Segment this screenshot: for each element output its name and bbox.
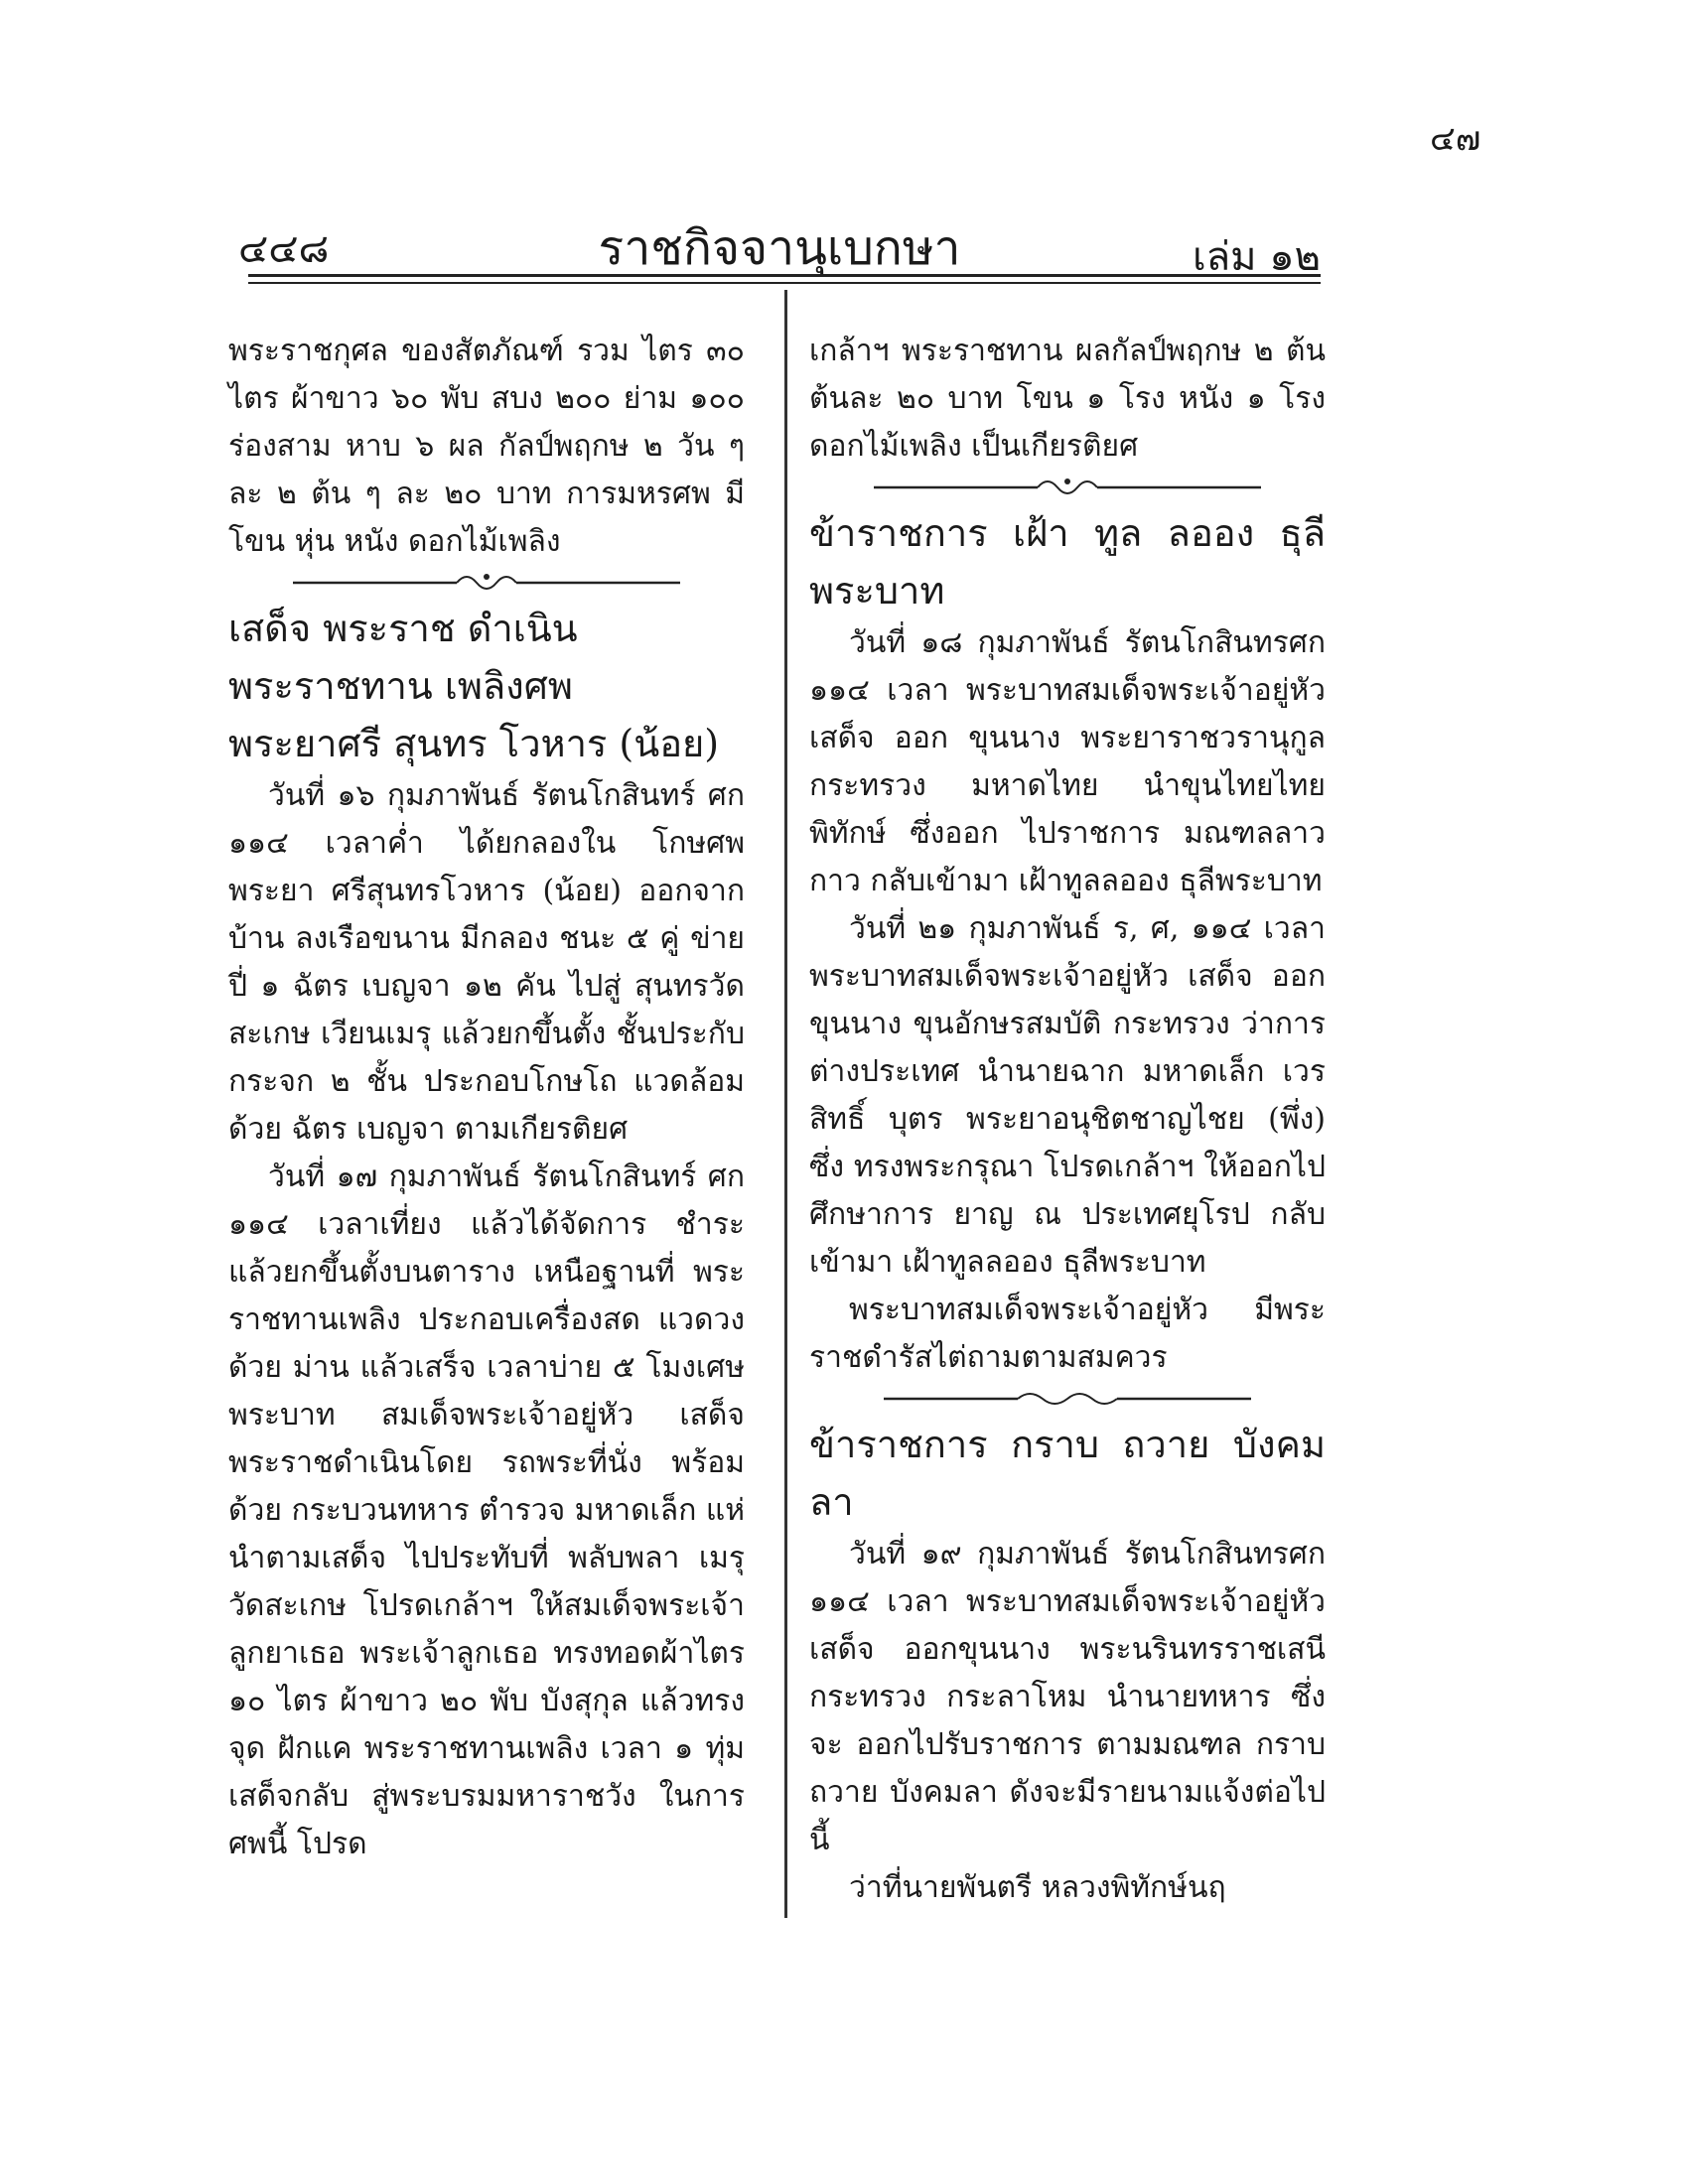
header-page-number: ๔๔๘ — [238, 226, 330, 272]
left-paragraph-1: วันที่ ๑๖ กุมภาพันธ์ รัตนโกสินทร์ ศก ๑๑๔ เวลาค่ำ ได้ยกลองใน โกษศพ พระยา ศรีสุนทรโวหาร (น้อย) ออกจาก บ้าน ลงเรือขนาน มีกลอง ชนะ ๕ คู่ ข่าย ปี่ ๑ ฉัตร เบญจา ๑๒ คัน ไปสู่ สุนทรวัดสะเกษ เวียนเมรุ แล้วยกขึ้นตั้ง ชั้นประกับ กระจก ๒ ชั้น ประกอบโกษโถ แวดล้อมด้วย ฉัตร เบญจา ตามเกียรติยศ — [228, 778, 745, 1147]
ornament-divider-icon — [879, 1382, 1256, 1416]
right-intro-paragraph: เกล้าฯ พระราชทาน ผลกัลป์พฤกษ ๒ ต้น ต้นละ ๒๐ บาท โขน ๑ โรง หนัง ๑ โรง ดอกไม้เพลิง เป็นเกียรติยศ — [809, 334, 1326, 464]
cremation-heading-line-1: เสด็จ พระราช ดำเนิน — [228, 607, 578, 650]
cremation-heading-line-3: พระยาศรี สุนทร โวหาร (น้อย) — [228, 722, 720, 765]
header-rule — [248, 274, 1321, 284]
gazette-title: ราชกิจจานุเบกษา — [598, 220, 961, 276]
cremation-heading-line-2: พระราชทาน เพลิงศพ — [228, 664, 573, 708]
left-intro-paragraph: พระราชกุศล ของสัตภัณฑ์ รวม ไตร ๓๐ ไตร ผ้าขาว ๖๐ พับ สบง ๒๐๐ ย่าม ๑๐๐ ร่องสาม หาบ ๖ ผล กัลป์พฤกษ ๒ วัน ๆ ละ ๒ ต้น ๆ ละ ๒๐ บาท การมหรศพ มี โขน หุ่น หนัง ดอกไม้เพลิง — [228, 334, 745, 559]
right-paragraph-3: พระบาทสมเด็จพระเจ้าอยู่หัว มีพระ ราชดำรัสไต่ถามตามสมควร — [809, 1293, 1326, 1375]
right-paragraph-5: ว่าที่นายพันตรี หลวงพิทักษ์นฤ — [849, 1870, 1226, 1905]
right-paragraph-1: วันที่ ๑๘ กุมภาพันธ์ รัตนโกสินทรศก ๑๑๔ เวลา พระบาทสมเด็จพระเจ้าอยู่หัว เสด็จ ออก ขุนนาง พระยาราชวรานุกูล กระทรวง มหาดไทย นำขุนไทยไทย พิทักษ์ ซึ่งออก ไปราชการ มณฑลลาวกาว กลับเข้ามา เฝ้าทูลลออง ธุลีพระบาท — [809, 625, 1326, 898]
ornament-divider-icon — [869, 471, 1266, 504]
left-column — [228, 328, 745, 1868]
header-volume: เล่ม ๑๒ — [1192, 234, 1321, 280]
right-paragraph-4: วันที่ ๑๙ กุมภาพันธ์ รัตนโกสินทรศก ๑๑๔ เวลา พระบาทสมเด็จพระเจ้าอยู่หัว เสด็จ ออกขุนนาง พระนรินทรราชเสนี กระทรวง กระลาโหม นำนายทหาร ซึ่งจะ ออกไปรับราชการ ตามมณฑล กราบถวาย บังคมลา ดังจะมีรายนามแจ้งต่อไปนี้ — [809, 1537, 1326, 1857]
ornament-divider-icon — [288, 566, 685, 600]
column-divider — [784, 290, 787, 1918]
leave-heading: ข้าราชการ กราบ ถวาย บังคมลา — [809, 1423, 1326, 1524]
left-paragraph-2: วันที่ ๑๗ กุมภาพันธ์ รัตนโกสินทร์ ศก ๑๑๔ เวลาเที่ยง แล้วได้จัดการ ชำระ แล้วยกขึ้นตั้งบนตาราง เหนือฐานที่ พระ ราชทานเพลิง ประกอบเครื่องสด แวดวงด้วย ม่าน แล้วเสร็จ เวลาบ่าย ๕ โมงเศษ พระบาท สมเด็จพระเจ้าอยู่หัว เสด็จพระราชดำเนินโดย รถพระที่นั่ง พร้อมด้วย กระบวนทหาร ตำรวจ มหาดเล็ก แห่นำตามเสด็จ ไปประทับที่ พลับพลา เมรุวัดสะเกษ โปรดเกล้าฯ ให้สมเด็จพระเจ้า ลูกยาเธอ พระเจ้าลูกเธอ ทรงทอดผ้าไตร ๑๐ ไตร ผ้าขาว ๒๐ พับ บังสุกุล แล้วทรงจุด ฝักแค พระราชทานเพลิง เวลา ๑ ทุ่มเสด็จกลับ สู่พระบรมมหาราชวัง ในการศพนี้ โปรด — [228, 1160, 746, 1861]
right-paragraph-2: วันที่ ๒๑ กุมภาพันธ์ ร, ศ, ๑๑๔ เวลา พระบาทสมเด็จพระเจ้าอยู่หัว เสด็จ ออก ขุนนาง ขุนอักษรสมบัติ กระทรวง ว่าการ ต่างประเทศ นำนายฉาก มหาดเล็ก เวรสิทธิ์ บุตร พระยาอนุชิตชาญไชย (พึ่ง) ซึ่ง ทรงพระกรุณา โปรดเกล้าฯ ให้ออกไป ศึกษาการ ยาญ ณ ประเทศยุโรป กลับ เข้ามา เฝ้าทูลลออง ธุลีพระบาท — [809, 911, 1326, 1280]
gazette-header — [238, 210, 1321, 280]
audience-heading: ข้าราชการ เฝ้า ทูล ลออง ธุลีพระบาท — [809, 511, 1326, 613]
page-number: ๔๗ — [1430, 119, 1481, 159]
right-column — [809, 328, 1326, 1912]
